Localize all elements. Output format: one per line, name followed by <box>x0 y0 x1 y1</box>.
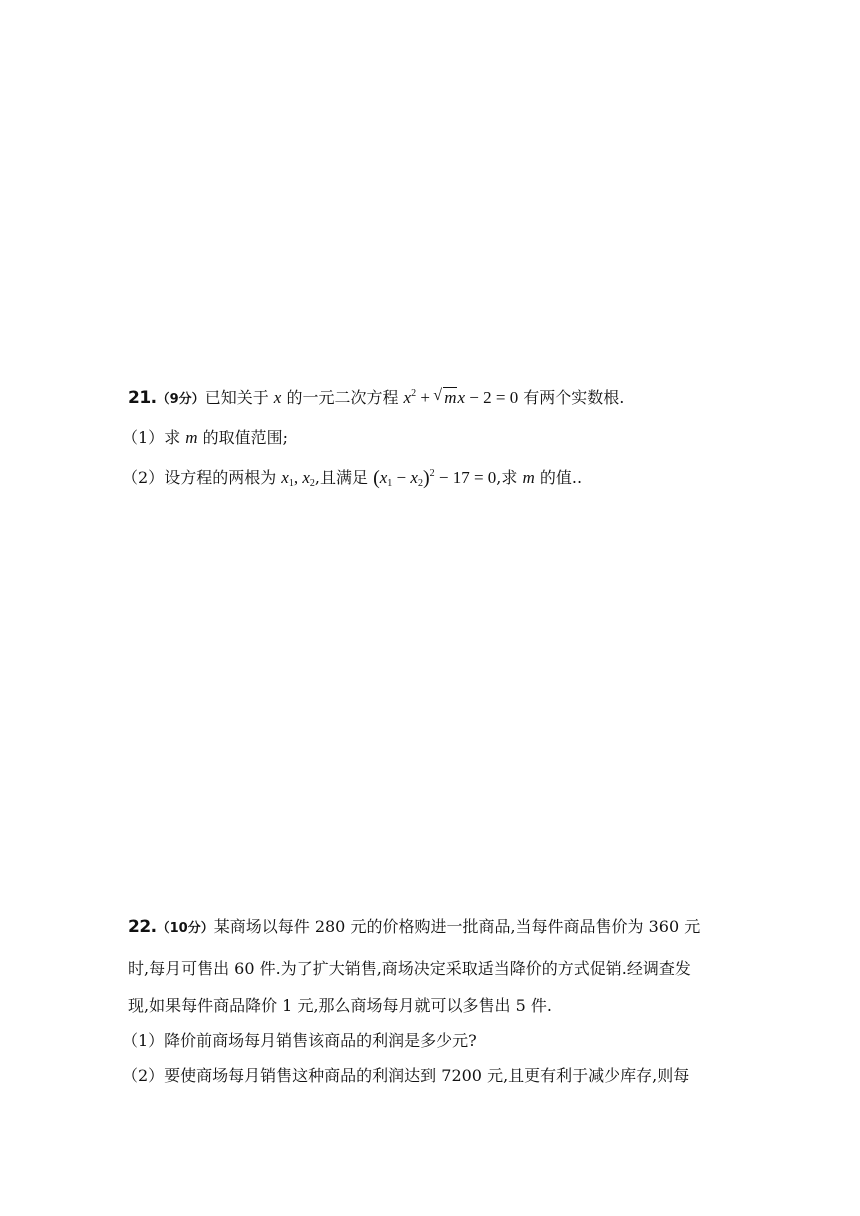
question-22-part-2: （2）要使商场每月销售这种商品的利润达到 7200 元,且更有利于减少库存,则每 <box>122 1066 690 1085</box>
question-21-stem: 21.（9分）已知关于 x 的一元二次方程 $x^2$ + √ mx − 2 = 0 有两个实数根. <box>128 388 624 410</box>
quadratic-equation: $x^2$ + √ mx − 2 = 0 <box>404 388 519 407</box>
sqrt-symbol: √ m <box>434 388 457 408</box>
question-21-part-1: （1）求 m 的取值范围; <box>122 428 289 447</box>
question-21-number: 21 <box>128 388 151 408</box>
question-21-stem-post: 有两个实数根. <box>523 388 625 407</box>
question-22-stem-line-2: 时,每月可售出 60 件.为了扩大销售,商场决定采取适当降价的方式促销.经调查发 <box>128 959 691 978</box>
question-21-part-2: （2）设方程的两根为 $x_1$, $x_2$,且满足 $(x_1 - x_2)^2 - 17 = 0$,求 m 的值.. <box>122 467 583 489</box>
question-22-part-1: （1）降价前商场每月销售该商品的利润是多少元? <box>122 1031 477 1050</box>
question-21-stem-mid: 的一元二次方程 <box>286 388 399 407</box>
question-22-stem-line-1: 22.（10分）某商场以每件 280 元的价格购进一批商品,当每件商品售价为 360 元 <box>128 917 701 937</box>
variable-x: x <box>273 388 282 407</box>
roots-x1-x2: $x_1$, $x_2$ <box>281 468 315 489</box>
question-22-number: 22 <box>128 917 151 937</box>
question-22-score: （10分） <box>156 921 214 936</box>
question-21-score: （9分） <box>156 392 205 407</box>
question-22-stem-line-3: 现,如果每件商品降价 1 元,那么商场每月就可以多售出 5 件. <box>128 996 552 1015</box>
question-21-stem-pre: 已知关于 <box>204 388 269 407</box>
condition-equation: $(x_1 - x_2)^2 - 17 = 0$ <box>373 467 497 489</box>
